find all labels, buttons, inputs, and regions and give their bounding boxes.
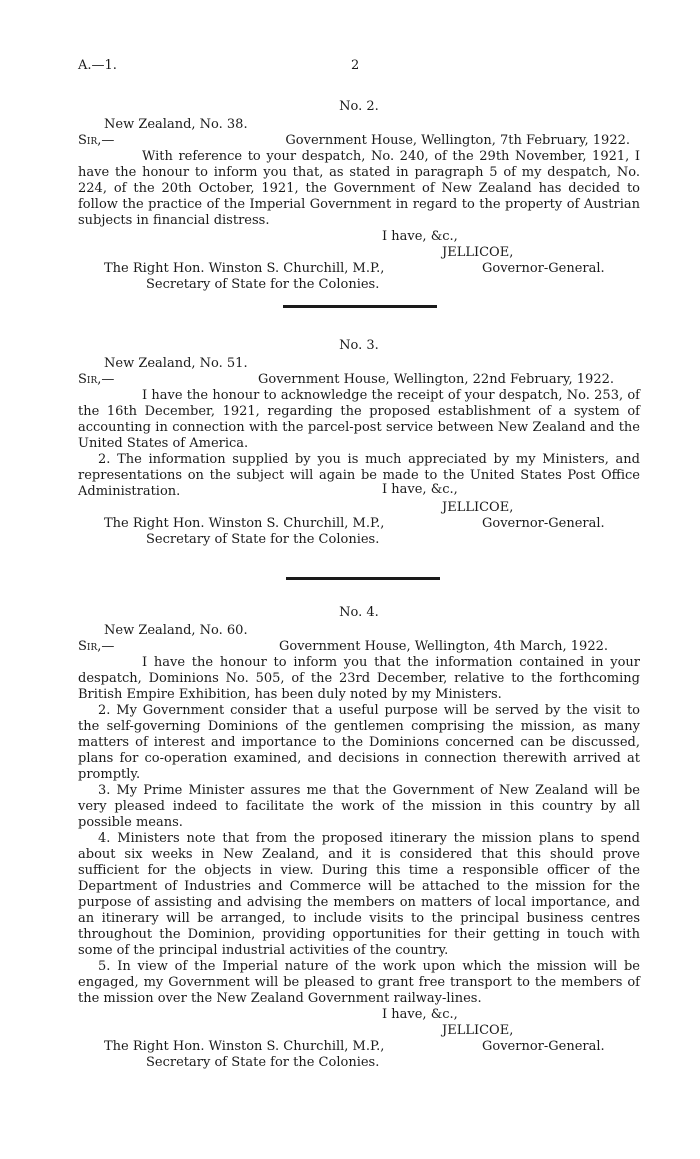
salutation: Sir,— <box>78 133 115 148</box>
signer-title: Governor-General. <box>482 1039 605 1054</box>
letter-no-3 <box>78 338 640 548</box>
letter-paragraph: 4. Ministers note that from the proposed itinerary the mission plans to spend about six weeks in New Zealand, and it is considered that this should prove sufficient for the objects in view. During this time a responsible officer of the Department of Industries and Commerce will be attached to the mission for the purpose of assisting and advising the members on matters of local importance, and an itinerary will be arranged, to include visits to the principal business centres throughout the Dominion, providing opportunities for their getting in touch with some of the principal industrial activities of the country. <box>78 831 640 958</box>
despatch-number: New Zealand, No. 51. <box>104 356 248 371</box>
letter-paragraph: With reference to your despatch, No. 240, of the 29th November, 1921, I have the honour to inform you that, as stated in paragraph 5 of my despatch, No. 224, of the 20th October, 1921, the Government of New Zealand has decided to follow the practice of the Imperial Government in regard to the property of Austrian subjects in financial distress. <box>78 149 640 228</box>
closing: I have, &c., <box>382 1007 458 1022</box>
section-divider <box>286 577 440 580</box>
page-header <box>78 58 638 78</box>
letter-paragraph: 2. My Government consider that a useful purpose will be served by the visit to the self-governing Dominions of the gentlemen comprising the mission, as many matters of interest and importance to the Dominions concerned can be discussed, plans for co-operation examined, and decisions in connection therewith arrived at promptly. <box>78 703 640 782</box>
signer-name: JELLICOE, <box>442 1023 514 1038</box>
signer-line <box>78 500 640 516</box>
addressee-line <box>78 261 640 277</box>
letter-no-2 <box>78 99 640 293</box>
addressee-title: Secretary of State for the Colonies. <box>146 1055 380 1070</box>
letter-no-4 <box>78 605 640 1071</box>
salutation: Sir,— <box>78 639 115 654</box>
section-divider <box>283 305 437 308</box>
page-number: 2 <box>351 58 360 73</box>
sender-place-date: Government House, Wellington, 22nd February, 1922. <box>258 372 614 387</box>
addressee-name: The Right Hon. Winston S. Churchill, M.P., <box>104 261 385 276</box>
addressee-name: The Right Hon. Winston S. Churchill, M.P., <box>104 516 385 531</box>
despatch-number: New Zealand, No. 60. <box>104 623 248 638</box>
letter-paragraph: 2. The information supplied by you is much appreciated by my Ministers, and representations on the subject will again be made to the United States Post Office Administration. <box>78 452 640 499</box>
addressee-line <box>78 1039 640 1055</box>
closing-line <box>78 1007 640 1023</box>
signer-line <box>78 245 640 261</box>
signer-title: Governor-General. <box>482 516 605 531</box>
signer-line <box>78 1023 640 1039</box>
sender-place-date: Government House, Wellington, 7th February, 1922. <box>285 133 630 148</box>
addressee-name: The Right Hon. Winston S. Churchill, M.P., <box>104 1039 385 1054</box>
document-reference: A.—1. <box>78 58 117 73</box>
letter-paragraph: I have the honour to inform you that the information contained in your despatch, Dominions No. 505, of the 23rd December, relative to the forthcoming British Empire Exhibition, has been duly noted by my Ministers. <box>78 655 640 702</box>
letter-paragraph: 5. In view of the Imperial nature of the work upon which the mission will be engaged, my Government will be pleased to grant free transport to the members of the mission over the New Zealand Government railway-lines. <box>78 959 640 1006</box>
addressee-title: Secretary of State for the Colonies. <box>146 277 380 292</box>
salutation: Sir,— <box>78 372 115 387</box>
salutation-line <box>78 639 640 655</box>
letter-number: No. 4. <box>339 605 379 620</box>
closing: I have, &c., <box>382 482 458 497</box>
letter-number: No. 3. <box>339 338 379 353</box>
closing-line <box>78 229 640 245</box>
letter-paragraph: I have the honour to acknowledge the receipt of your despatch, No. 253, of the 16th December, 1921, regarding the proposed establishment of a system of accounting in connection with the parcel-post service between New Zealand and the United States of America. <box>78 388 640 451</box>
addressee-title: Secretary of State for the Colonies. <box>146 532 380 547</box>
letter-number: No. 2. <box>339 99 379 114</box>
signer-title: Governor-General. <box>482 261 605 276</box>
letter-paragraph: 3. My Prime Minister assures me that the Government of New Zealand will be very pleased indeed to facilitate the work of the mission in this country by all possible means. <box>78 783 640 830</box>
closing: I have, &c., <box>382 229 458 244</box>
salutation-line <box>78 372 640 388</box>
signer-name: JELLICOE, <box>442 500 514 515</box>
despatch-number: New Zealand, No. 38. <box>104 117 248 132</box>
addressee-line <box>78 516 640 532</box>
sender-place-date: Government House, Wellington, 4th March, 1922. <box>278 639 608 654</box>
signer-name: JELLICOE, <box>442 245 514 260</box>
salutation-line <box>78 133 640 149</box>
